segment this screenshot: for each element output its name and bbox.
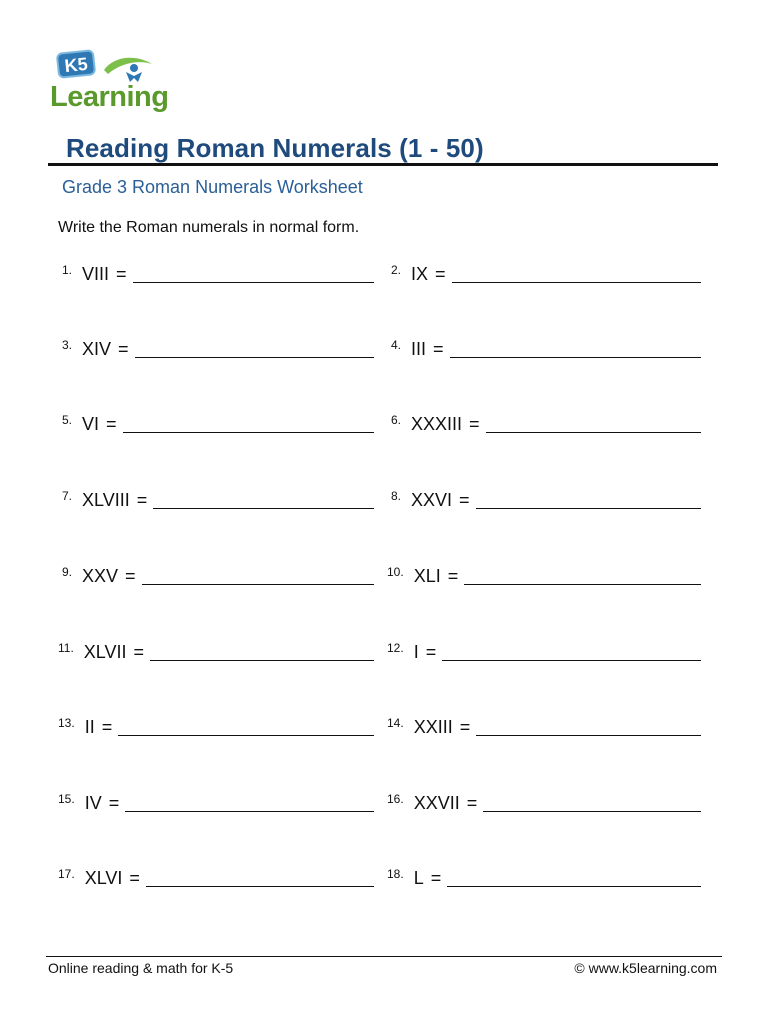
problem-item	[62, 405, 374, 435]
problem-number: 7.	[62, 489, 73, 503]
problem-item	[391, 481, 701, 511]
problem-number: 10.	[387, 565, 404, 579]
problem-item	[62, 255, 374, 285]
answer-line[interactable]	[142, 583, 374, 585]
answer-line[interactable]	[153, 507, 374, 509]
problem-item	[62, 557, 374, 587]
equals-sign: =	[425, 642, 437, 662]
answer-line[interactable]	[486, 431, 701, 433]
roman-numeral: VI	[82, 414, 100, 434]
equals-sign: =	[433, 339, 444, 359]
problem-number: 17.	[58, 867, 75, 881]
roman-numeral: XXVII	[413, 793, 460, 813]
logo-learning-text: Learning	[50, 81, 169, 113]
problem-item	[387, 859, 701, 889]
equals-sign: =	[125, 566, 136, 586]
roman-numeral: IV	[84, 793, 102, 813]
problem-item	[391, 405, 701, 435]
logo-k5-text: K5	[63, 53, 89, 77]
answer-line[interactable]	[476, 734, 701, 736]
answer-line[interactable]	[450, 356, 701, 358]
roman-numeral: I	[413, 642, 419, 662]
equals-sign: =	[133, 642, 145, 662]
problem-item	[62, 330, 374, 360]
equals-sign: =	[459, 717, 471, 737]
problem-number: 8.	[391, 489, 402, 503]
problem-item	[58, 633, 374, 663]
answer-line[interactable]	[133, 281, 374, 283]
answer-line[interactable]	[483, 810, 701, 812]
problem-item	[58, 784, 374, 814]
problem-item	[62, 481, 374, 511]
roman-numeral: IX	[411, 264, 429, 284]
equals-sign: =	[136, 490, 148, 510]
roman-numeral: XXV	[82, 566, 119, 586]
footer-website: © www.k5learning.com	[574, 960, 717, 976]
problem-number: 2.	[391, 263, 402, 277]
problem-number: 18.	[387, 867, 404, 881]
roman-numeral: XIV	[82, 339, 112, 359]
problem-number: 3.	[62, 338, 73, 352]
instructions: Write the Roman numerals in normal form.	[58, 219, 360, 236]
roman-numeral: II	[84, 717, 95, 737]
equals-sign: =	[466, 793, 478, 813]
problem-number: 9.	[62, 565, 73, 579]
roman-numeral: VIII	[82, 264, 110, 284]
equals-sign: =	[447, 566, 459, 586]
answer-line[interactable]	[447, 885, 701, 887]
roman-numeral: XXXIII	[411, 414, 463, 434]
roman-numeral: L	[413, 868, 424, 888]
problem-number: 13.	[58, 716, 75, 730]
problem-number: 12.	[387, 641, 404, 655]
answer-line[interactable]	[118, 734, 374, 736]
footer-divider	[46, 956, 722, 957]
roman-numeral: XLVIII	[82, 490, 130, 510]
equals-sign: =	[430, 868, 442, 888]
answer-line[interactable]	[452, 281, 701, 283]
answer-line[interactable]	[464, 583, 701, 585]
answer-line[interactable]	[150, 659, 374, 661]
problem-number: 1.	[62, 263, 73, 277]
problem-number: 11.	[58, 641, 74, 655]
footer-tagline: Online reading & math for K-5	[48, 960, 234, 976]
roman-numeral: XXIII	[413, 717, 453, 737]
answer-line[interactable]	[135, 356, 374, 358]
problem-number: 14.	[387, 716, 404, 730]
equals-sign: =	[459, 490, 470, 510]
problem-item	[391, 330, 701, 360]
roman-numeral: XXVI	[411, 490, 453, 510]
problem-item	[387, 557, 701, 587]
equals-sign: =	[116, 264, 127, 284]
equals-sign: =	[118, 339, 129, 359]
roman-numeral: XLVII	[83, 642, 127, 662]
problem-number: 5.	[62, 413, 73, 427]
equals-sign: =	[106, 414, 117, 434]
answer-line[interactable]	[442, 659, 701, 661]
problem-item	[58, 859, 374, 889]
roman-numeral: XLVI	[84, 868, 123, 888]
equals-sign: =	[435, 264, 446, 284]
answer-line[interactable]	[476, 507, 701, 509]
page-title: Reading Roman Numerals (1 - 50)	[66, 133, 484, 163]
equals-sign: =	[101, 717, 113, 737]
answer-line[interactable]	[146, 885, 374, 887]
answer-line[interactable]	[125, 810, 374, 812]
problem-item	[387, 633, 701, 663]
problem-item	[387, 784, 701, 814]
problem-item	[391, 255, 701, 285]
problem-number: 6.	[391, 413, 402, 427]
problem-number: 15.	[58, 792, 75, 806]
roman-numeral: III	[411, 339, 427, 359]
problem-item	[58, 708, 374, 738]
problem-item	[387, 708, 701, 738]
page-subtitle: Grade 3 Roman Numerals Worksheet	[62, 177, 363, 197]
equals-sign: =	[129, 868, 140, 888]
roman-numeral: XLI	[413, 566, 441, 586]
answer-line[interactable]	[123, 431, 374, 433]
equals-sign: =	[108, 793, 120, 813]
problem-number: 16.	[387, 792, 404, 806]
equals-sign: =	[469, 414, 480, 434]
problem-number: 4.	[391, 338, 402, 352]
